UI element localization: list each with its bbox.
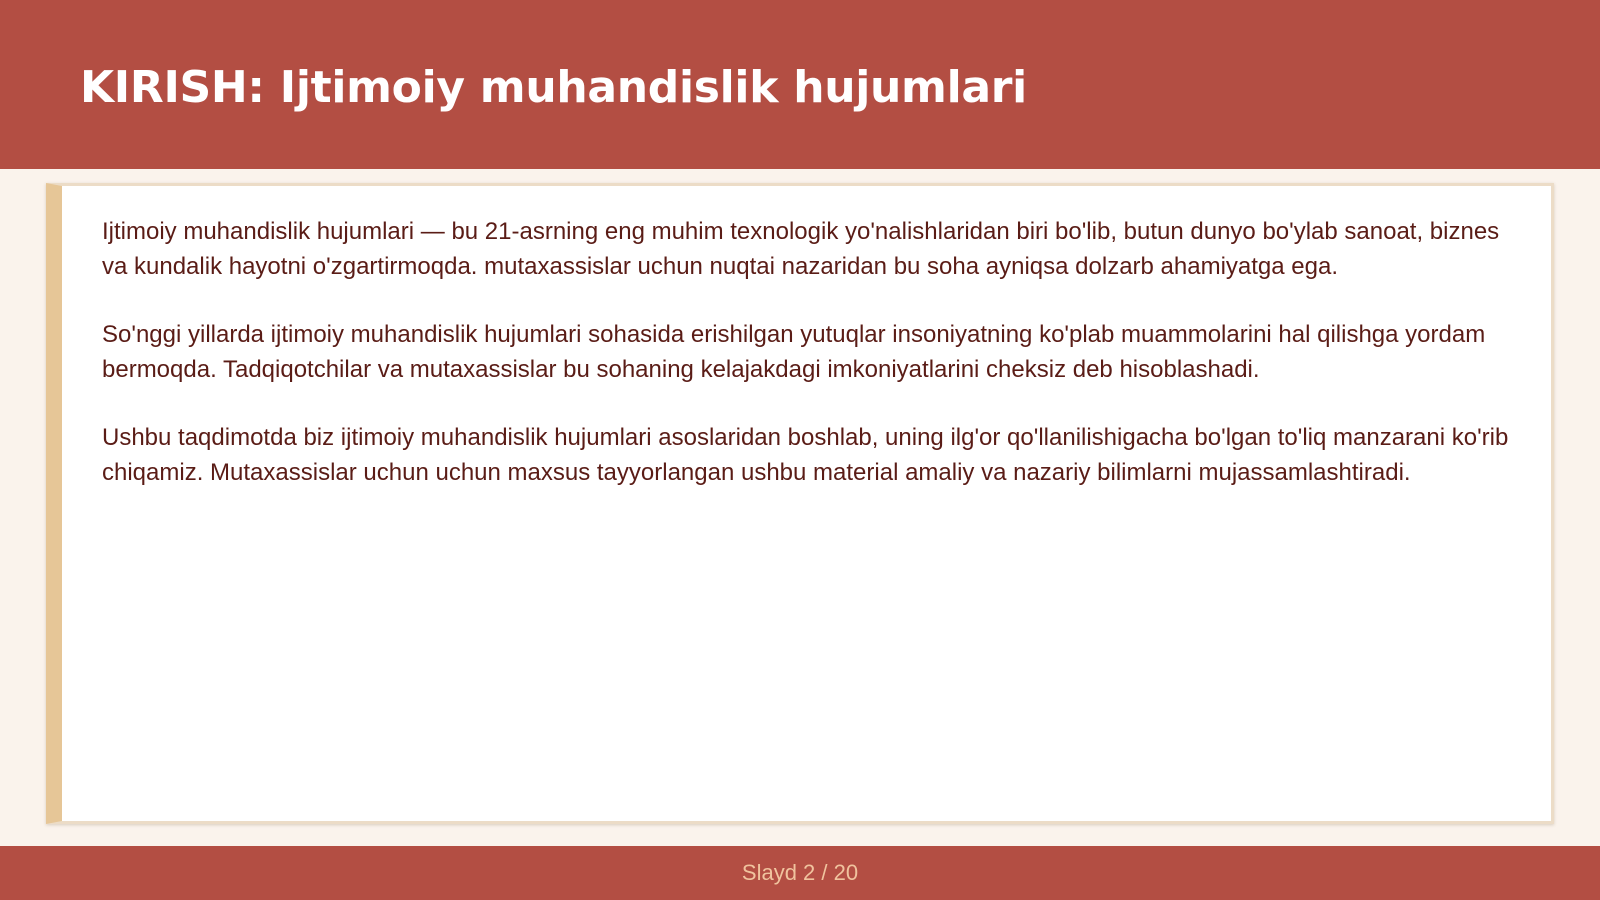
slide-counter: Slayd 2 / 20 <box>741 860 859 885</box>
paragraph-2: So'nggi yillarda ijtimoiy muhandislik hujumlari sohasida erishilgan yutuqlar insoniyatning ko'plab muammolarini hal qilishga yordam bermoqda. Tadqiqotchilar va mutaxassislar bu sohaning kelajakdagi imkoniyatlarini cheksiz deb hisoblashadi. <box>102 321 1486 383</box>
paragraph-1: Ijtimoiy muhandislik hujumlari — bu 21-asrning eng muhim texnologik yo'nalishlaridan biri bo'lib, butun dunyo bo'ylab sanoat, biznes va kundalik hayotni o'zgartirmoqda. mutaxassislar uchun nuqtai nazaridan bu soha ayniqsa dolzarb ahamiyatga ega. <box>102 218 1500 280</box>
slide-title: KIRISH: Ijtimoiy muhandislik hujumlari <box>80 62 1027 113</box>
paragraph-3: Ushbu taqdimotda biz ijtimoiy muhandislik hujumlari asoslaridan boshlab, uning ilg'or qo'llanilishigacha bo'lgan to'liq manzarani ko'rib chiqamiz. Mutaxassislar uchun uchun maxsus tayyorlangan ushbu material amaliy va nazariy bilimlarni mujassamlashtiradi. <box>102 424 1509 486</box>
slide-footer <box>0 846 1600 900</box>
content-card <box>46 183 1554 824</box>
slide-header <box>0 0 1600 169</box>
content-body <box>102 215 1512 524</box>
